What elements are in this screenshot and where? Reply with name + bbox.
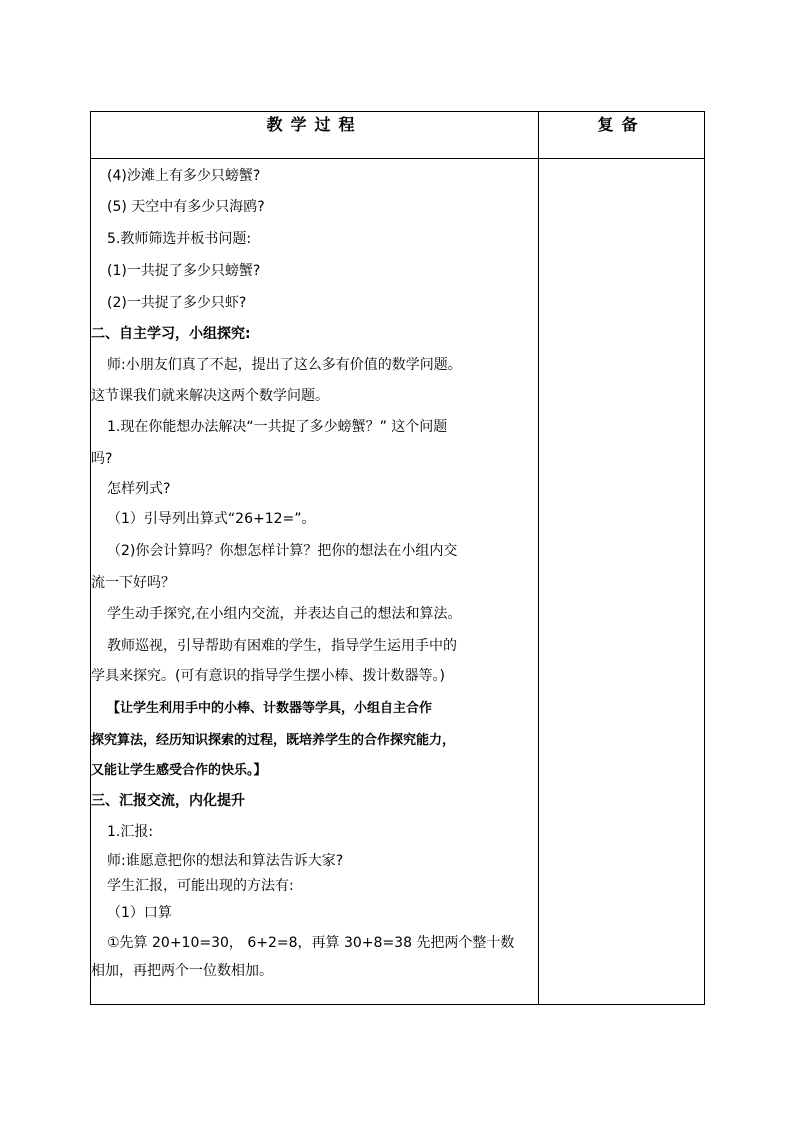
text-line: ①先算 20+10=30， 6+2=8，再算 30+8=38 先把两个整十数 xyxy=(107,935,515,951)
text-line: 相加，再把两个一位数相加。 xyxy=(91,963,273,979)
text-line: 这节课我们就来解决这两个数学问题。 xyxy=(91,388,329,404)
review-prep-header: 复备 xyxy=(539,112,705,159)
text-line: 1.汇报: xyxy=(107,824,154,840)
text-line: （2)你会计算吗？你想怎样计算？把你的想法在小组内交 xyxy=(107,543,458,559)
text-line: 怎样列式? xyxy=(107,481,171,497)
teaching-process-cell xyxy=(91,159,539,1005)
text-line: (4)沙滩上有多少只螃蟹? xyxy=(107,168,261,184)
text-line: 师:谁愿意把你的想法和算法告诉大家? xyxy=(107,853,344,869)
text-line: (2)一共捉了多少只虾? xyxy=(107,295,247,311)
note-line: 【让学生利用手中的小棒、计数器等学具，小组自主合作 xyxy=(107,701,433,716)
text-line: 学具来探究。(可有意识的指导学生摆小棒、拨计数器等。) xyxy=(91,668,445,684)
teaching-process-header: 教学过程 xyxy=(91,112,539,159)
note-line: 又能让学生感受合作的快乐。】 xyxy=(91,763,267,778)
text-line: （1）口算 xyxy=(107,905,172,921)
text-line: 1.现在你能想办法解决“一共捉了多少螃蟹？” 这个问题 xyxy=(107,419,448,435)
section-heading: 二、自主学习，小组探究: xyxy=(91,326,251,342)
text-line: 师:小朋友们真了不起，提出了这么多有价值的数学问题。 xyxy=(107,357,462,373)
note-line: 探究算法，经历知识探索的过程，既培养学生的合作探究能力， xyxy=(91,733,456,748)
text-line: 流一下好吗？ xyxy=(91,575,175,591)
text-line: (5) 天空中有多少只海鸥? xyxy=(107,199,265,215)
text-line: 学生汇报，可能出现的方法有: xyxy=(107,878,294,894)
section-heading: 三、汇报交流，内化提升 xyxy=(91,793,245,809)
text-line: 5.教师筛选并板书问题: xyxy=(107,231,252,247)
text-line: 教师巡视，引导帮助有困难的学生，指导学生运用手中的 xyxy=(107,638,457,654)
text-line: (1)一共捉了多少只螃蟹? xyxy=(107,263,261,279)
lesson-plan-table xyxy=(90,111,705,1005)
text-line: 吗? xyxy=(91,451,113,467)
text-line: 学生动手探究,在小组内交流，并表达自己的想法和算法。 xyxy=(107,606,462,622)
text-line: （1）引导列出算式“26+12=”。 xyxy=(107,511,316,527)
review-prep-cell xyxy=(539,159,705,1005)
